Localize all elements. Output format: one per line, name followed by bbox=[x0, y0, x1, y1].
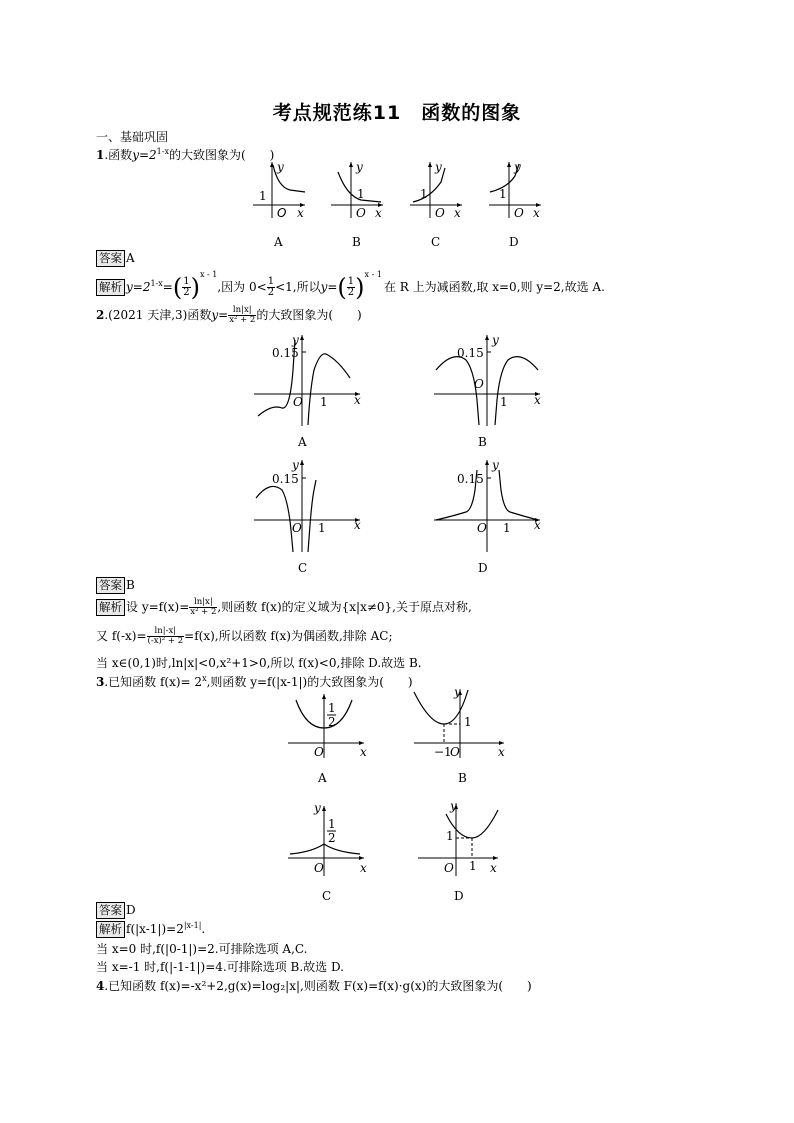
q2-answer: B bbox=[126, 578, 135, 592]
q2-function: y= bbox=[211, 308, 229, 322]
svg-text:O: O bbox=[314, 861, 324, 875]
paren-open: ( bbox=[172, 273, 183, 302]
svg-text:x: x bbox=[454, 206, 461, 220]
q3-stem-text: .已知函数 f(x)= 2 bbox=[104, 675, 203, 689]
svg-text:1: 1 bbox=[357, 187, 365, 201]
q3-answer: D bbox=[126, 903, 136, 917]
q2-a-one: 1 bbox=[320, 395, 328, 409]
q4-number: 4 bbox=[96, 979, 105, 993]
svg-text:x: x bbox=[360, 745, 367, 759]
svg-text:y: y bbox=[356, 160, 363, 174]
q2-solution-2 bbox=[96, 627, 393, 646]
q2-sol2-tail: =f(x),所以函数 f(x)为偶函数,排除 AC; bbox=[184, 629, 393, 643]
paren-open-2: ( bbox=[337, 273, 347, 302]
q2-stem bbox=[96, 306, 362, 325]
svg-text:O: O bbox=[444, 861, 454, 875]
paren-close-2: ) bbox=[355, 273, 365, 302]
q1-stem-tail: 的大致图象为( ) bbox=[168, 148, 275, 162]
answer-tag: 答案 bbox=[96, 902, 125, 919]
q4-stem-text: .已知函数 f(x)=-x²+2,g(x)=log₂|x|,则函数 F(x)=f(x)·g(x)的大致图象为( ) bbox=[104, 979, 532, 993]
q1-graph-d bbox=[489, 160, 541, 249]
page-title: 考点规范练11 函数的图象 bbox=[272, 102, 522, 124]
svg-text:1: 1 bbox=[499, 187, 507, 201]
q2-c-one: 1 bbox=[318, 521, 326, 535]
svg-text:O: O bbox=[314, 745, 324, 759]
q2-d-tick: 0.15 bbox=[457, 472, 484, 486]
analysis-tag: 解析 bbox=[96, 921, 125, 938]
svg-text:O: O bbox=[514, 206, 524, 220]
svg-text:O: O bbox=[435, 206, 445, 220]
svg-text:x: x bbox=[498, 745, 505, 759]
svg-text:x: x bbox=[490, 861, 497, 875]
svg-text:y: y bbox=[314, 801, 321, 815]
q1-sol-half: $\frac{1}{2}$ bbox=[183, 276, 190, 298]
q3-graph-a bbox=[288, 694, 367, 785]
q1-number: 1 bbox=[96, 148, 105, 162]
q3-b-one: 1 bbox=[464, 715, 472, 729]
analysis-tag: 解析 bbox=[96, 599, 125, 616]
svg-text:y: y bbox=[514, 160, 521, 174]
q3-d-one-y: 1 bbox=[446, 829, 454, 843]
q3-d-one-x: 1 bbox=[469, 859, 477, 873]
q2-sol1-fraction: $\frac{\ln|x|}{\text{x² + 2}}$ bbox=[190, 597, 217, 617]
q1-graph-c bbox=[410, 160, 462, 249]
q2-solution-1 bbox=[96, 598, 472, 617]
q3-c-half-n: 1 bbox=[328, 817, 336, 831]
q1-sol-exp2: x - 1 bbox=[199, 270, 218, 279]
q3-graph-b bbox=[414, 685, 505, 785]
q3-graph-d bbox=[418, 799, 498, 903]
q3-a-half-n: 1 bbox=[328, 701, 336, 715]
q2-sol1-text: 设 y=f(x)= bbox=[126, 600, 190, 614]
q2-graph-b bbox=[434, 333, 541, 449]
q4-stem bbox=[96, 977, 532, 994]
svg-text:y: y bbox=[492, 458, 499, 472]
q1-graph-b bbox=[331, 160, 383, 249]
q3-solution-1 bbox=[96, 921, 205, 938]
q2-stem-tail: 的大致图象为( ) bbox=[256, 308, 362, 322]
svg-text:x: x bbox=[297, 206, 304, 220]
q2-b-tick: 0.15 bbox=[457, 346, 484, 360]
q3-b-neg-one: −1 bbox=[434, 745, 452, 759]
q2-stem-text: .(2021 天津,3)函数 bbox=[104, 308, 212, 322]
q1-function: y=2 bbox=[132, 148, 157, 162]
q2-graph-c bbox=[254, 458, 361, 575]
svg-text:y: y bbox=[492, 333, 499, 347]
svg-text:1: 1 bbox=[259, 189, 267, 203]
svg-text:x: x bbox=[534, 393, 541, 407]
svg-text:x: x bbox=[354, 393, 361, 407]
q2-d-one: 1 bbox=[503, 521, 511, 535]
q3-sol1-text: f(|x-1|)=2 bbox=[126, 922, 184, 936]
q1-exponent: 1-x bbox=[156, 147, 169, 156]
q2-option-a-label: A bbox=[298, 435, 307, 449]
q2-b-one: 1 bbox=[500, 395, 508, 409]
q1-option-a-label: A bbox=[274, 235, 283, 249]
q1-sol-func: y=2 bbox=[126, 280, 151, 294]
answer-tag: 答案 bbox=[96, 577, 125, 594]
q1-graph-a bbox=[253, 160, 305, 249]
q1-option-graphs bbox=[245, 160, 545, 252]
q2-fraction: $\frac{\ln|x|}{\text{x² + 2}}$ bbox=[229, 305, 256, 325]
svg-text:O: O bbox=[277, 206, 287, 220]
q3-option-c-label: C bbox=[322, 889, 332, 903]
svg-text:O: O bbox=[477, 521, 487, 535]
svg-text:O: O bbox=[474, 377, 484, 391]
q1-option-b-label: B bbox=[352, 235, 361, 249]
q2-sol1-tail: ,则函数 f(x)的定义域为{x|x≠0},关于原点对称, bbox=[217, 600, 472, 614]
q2-option-graphs bbox=[248, 330, 558, 580]
svg-text:x: x bbox=[534, 518, 541, 532]
q2-a-tick: 0.15 bbox=[272, 346, 299, 360]
q3-stem-tail: ,则函数 y=f(|x-1|)的大致图象为( ) bbox=[206, 675, 413, 689]
q3-c-half-d: 2 bbox=[328, 831, 336, 845]
svg-text:y: y bbox=[435, 160, 442, 174]
q3-sol1-tail: . bbox=[201, 922, 206, 936]
q2-sol2-fraction: $\frac{\ln|-x|}{\text{(-x)² + 2}}$ bbox=[147, 626, 184, 646]
q1-option-d-label: D bbox=[509, 235, 519, 249]
svg-text:x: x bbox=[375, 206, 382, 220]
svg-text:y: y bbox=[277, 160, 284, 174]
q2-sol2-text: 又 f(-x)= bbox=[96, 629, 147, 643]
section-heading: 一、基础巩固 bbox=[96, 130, 169, 144]
q2-option-d-label: D bbox=[478, 561, 488, 575]
q1-sol-exp3: x - 1 bbox=[364, 270, 382, 279]
q2-option-b-label: B bbox=[478, 435, 487, 449]
q3-option-a-label: A bbox=[318, 771, 327, 785]
paren-close: ) bbox=[190, 273, 200, 302]
svg-text:O: O bbox=[292, 521, 302, 535]
svg-text:O: O bbox=[293, 395, 303, 409]
q2-graph-a bbox=[254, 333, 361, 449]
q3-option-b-label: B bbox=[458, 771, 467, 785]
q3-graph-c bbox=[288, 801, 367, 903]
svg-text:y: y bbox=[454, 685, 461, 699]
q3-sol1-exp: |x-1| bbox=[183, 921, 202, 930]
q1-option-c-label: C bbox=[431, 235, 441, 249]
q1-sol-text3: 在 R 上为减函数,取 x=0,则 y=2,故选 A. bbox=[383, 280, 605, 294]
q3-number: 3 bbox=[96, 675, 105, 689]
q3-option-graphs bbox=[284, 686, 514, 908]
svg-text:O: O bbox=[450, 745, 460, 759]
q2-answer-line bbox=[96, 577, 135, 594]
q1-sol-text2: <1,所以 bbox=[275, 280, 321, 294]
q1-answer: A bbox=[126, 251, 135, 265]
svg-text:O: O bbox=[356, 206, 366, 220]
q2-solution-3: 当 x∈(0,1)时,ln|x|<0,x²+1>0,所以 f(x)<0,排除 D.故选 B. bbox=[96, 656, 422, 670]
q3-a-half-d: 2 bbox=[328, 715, 336, 729]
q1-sol-y: y= bbox=[320, 280, 338, 294]
q1-sol-half3: $\frac{1}{2}$ bbox=[347, 276, 355, 298]
q2-option-c-label: C bbox=[298, 561, 308, 575]
svg-text:1: 1 bbox=[420, 187, 428, 201]
q1-answer-line bbox=[96, 250, 135, 267]
q1-sol-half2: $\frac{1}{2}$ bbox=[267, 276, 275, 298]
q2-number: 2 bbox=[96, 308, 105, 322]
q3-answer-line bbox=[96, 902, 136, 919]
analysis-tag: 解析 bbox=[96, 279, 125, 296]
svg-text:y: y bbox=[292, 458, 299, 472]
q1-stem-text: .函数 bbox=[104, 148, 133, 162]
q2-graph-d bbox=[434, 458, 541, 575]
svg-text:y: y bbox=[292, 333, 299, 347]
svg-text:x: x bbox=[360, 861, 367, 875]
svg-text:y: y bbox=[450, 799, 457, 813]
svg-text:x: x bbox=[354, 518, 361, 532]
q2-c-tick: 0.15 bbox=[272, 472, 299, 486]
q1-sol-text1: ,因为 0< bbox=[217, 280, 267, 294]
q3-solution-2: 当 x=0 时,f(|0-1|)=2.可排除选项 A,C. bbox=[96, 942, 308, 956]
answer-tag: 答案 bbox=[96, 250, 125, 267]
q1-sol-exp: 1-x bbox=[150, 279, 163, 288]
q3-option-d-label: D bbox=[454, 889, 464, 903]
q1-sol-eq: = bbox=[162, 280, 173, 294]
q3-solution-3: 当 x=-1 时,f(|-1-1|)=4.可排除选项 B.故选 D. bbox=[96, 960, 344, 974]
q1-solution bbox=[96, 270, 605, 302]
q3-exp: x bbox=[202, 674, 207, 683]
svg-text:x: x bbox=[533, 206, 540, 220]
